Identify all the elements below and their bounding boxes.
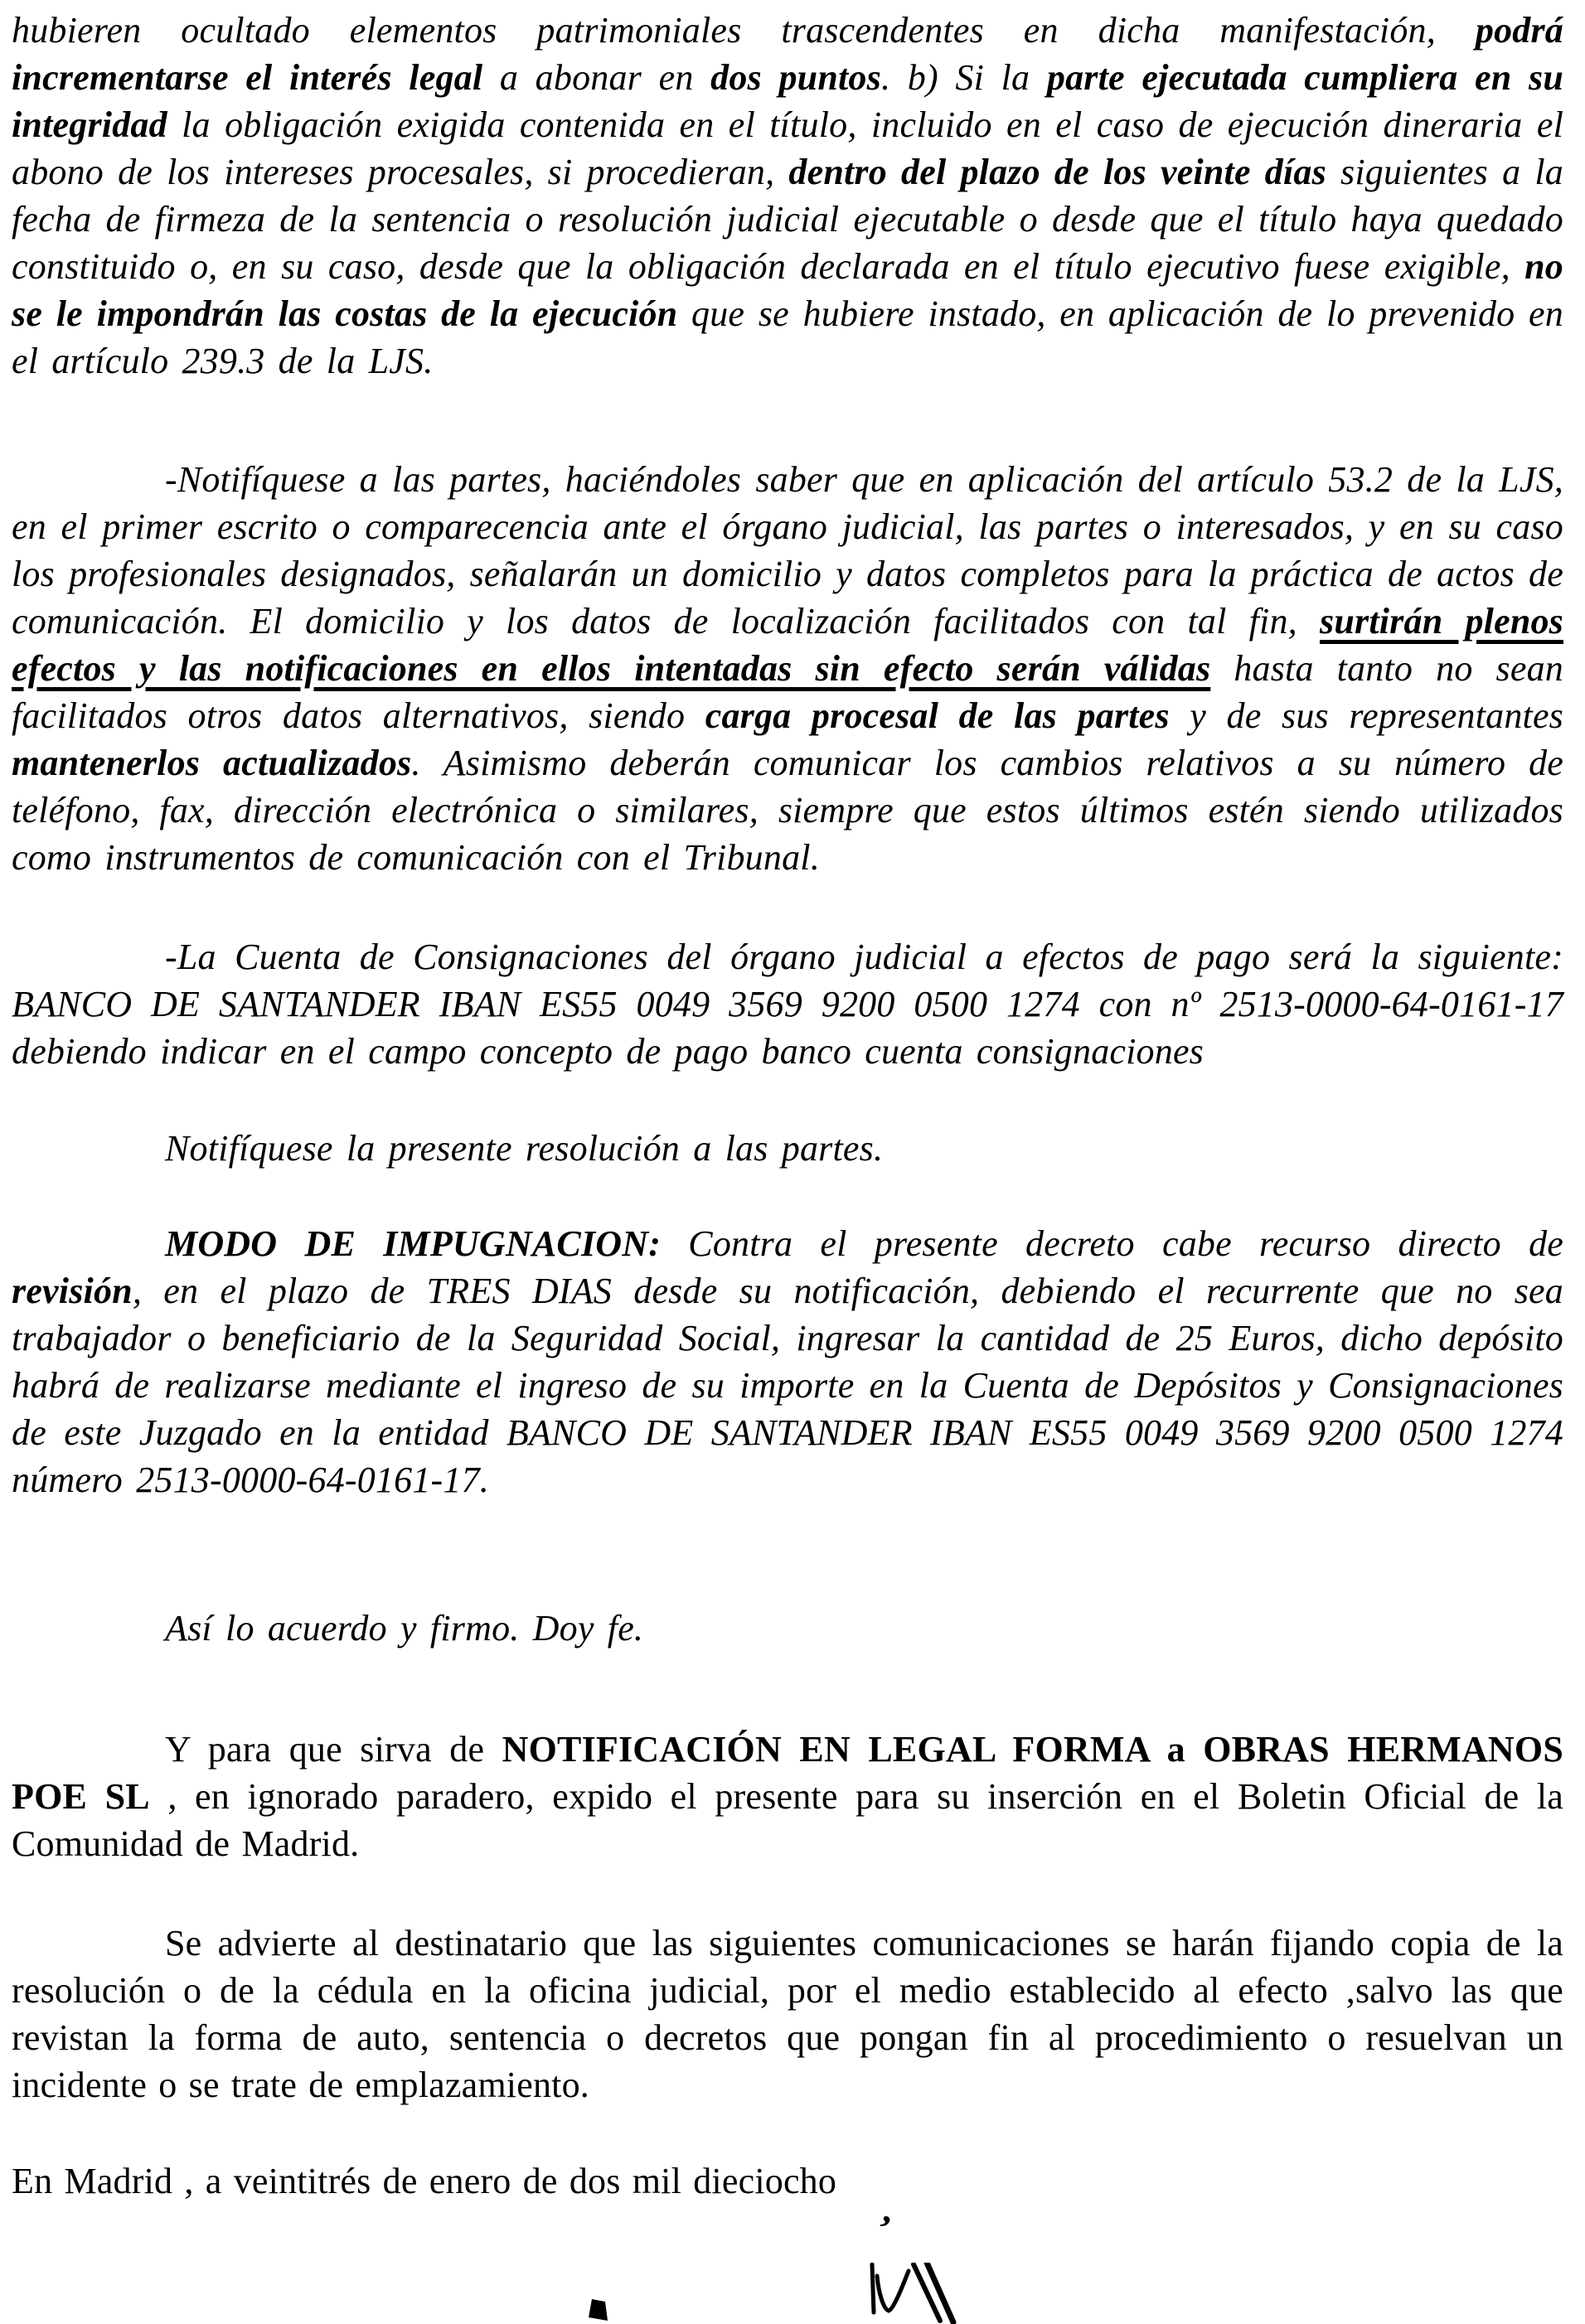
- text-run: . Asimismo deberán comunicar los cambios relativos a su número de teléfono, fax, dirección electrónica o similares, siempre que estos últimos estén siendo utilizados como instrumentos de comunicación con el Tribunal.: [12, 743, 1564, 878]
- paragraph-modo-impugnacion: [12, 1220, 1563, 1503]
- paragraph-cuenta-consignaciones: [12, 933, 1563, 1075]
- text-run: revisión: [12, 1271, 133, 1311]
- text-run: , en el plazo de TRES DIAS desde su notificación, debiendo el recurrente que no sea trabajador o beneficiario de la Seguridad Social, ingresar la cantidad de 25 Euros, dicho depósito habrá de realizarse mediante el ingreso de su importe en la Cuenta de Depósitos y Consignaciones de este Juzgado en la entidad BANCO DE SANTANDER IBAN ES55 0049 3569 9200 0500 1274 número 2513-0000-64-0161-17.: [12, 1271, 1563, 1500]
- text-run: -Notifíquese a las partes, haciéndoles saber que en aplicación del artículo 53.2 de la LJS, en el primer escrito o comparecencia ante el órgano judicial, las partes o interesados, y en su caso los profesionales designados, señalarán un domicilio y datos completos para la práctica de actos de comunicación. El domicilio y los datos de localización facilitados con tal fin,: [12, 459, 1563, 642]
- text-run-underlined: surtirán plenos efectos y las notificaciones en ellos intentadas sin efecto serán válidas: [12, 601, 1564, 689]
- text-run: Así lo acuerdo y firmo. Doy fe.: [165, 1608, 644, 1649]
- paragraph-notifiquese-domicilio: [12, 456, 1563, 881]
- text-run: . b) Si la: [880, 57, 1047, 98]
- paragraph-notifiquese-resolucion: [12, 1125, 1563, 1172]
- text-run: Y para que sirva de: [165, 1729, 502, 1770]
- text-run: Se advierte al destinatario que las siguientes comunicaciones se harán fijando copia de la resolución o de la cédula en la oficina judicial, por el medio establecido al efecto ,salvo las que revistan la forma de auto, sentencia o decretos que pongan fin al procedimiento o resuelvan un incidente o se trate de emplazamiento.: [12, 1923, 1563, 2105]
- paragraph-fecha-madrid: [12, 2157, 1563, 2205]
- text-run: NOTIFICACIÓN EN LEGAL FORMA a OBRAS HERMANOS POE SL: [12, 1729, 1563, 1817]
- text-run: y de sus representantes: [1169, 695, 1563, 736]
- handwritten-signature-strokes: [841, 2263, 1006, 2324]
- text-run: Notifíquese la presente resolución a las partes.: [165, 1128, 884, 1169]
- paragraph-interes-legal: [12, 7, 1563, 385]
- stray-ink-comma-mark: ’: [870, 2205, 896, 2251]
- text-run: siguientes a la fecha de firmeza de la sentencia o resolución judicial ejecutable o desde que el título haya quedado constituido o, en su caso, desde que la obligación declarada en el título ejecutivo fuese exigible,: [12, 152, 1563, 287]
- paragraph-asi-lo-acuerdo: [12, 1605, 1563, 1652]
- text-run: que se hubiere instado, en aplicación de lo prevenido en el artículo 239.3 de la LJS.: [12, 293, 1563, 381]
- text-run: dentro del plazo de los veinte días: [788, 152, 1326, 192]
- ink-blot-mark: [582, 2297, 620, 2324]
- paragraph-notificacion-legal-forma: [12, 1726, 1563, 1867]
- text-run: , en ignorado paradero, expido el presente para su inserción en el Boletin Oficial de la Comunidad de Madrid.: [12, 1776, 1564, 1864]
- text-run: MODO DE IMPUGNACION:: [165, 1223, 662, 1264]
- text-run: mantenerlos actualizados: [12, 743, 412, 783]
- text-run: -La Cuenta de Consignaciones del órgano judicial a efectos de pago será la siguiente: BANCO DE SANTANDER IBAN ES55 0049 3569 9200 0500 1274 con nº 2513-0000-64-0161-17 debiendo indicar en el campo concepto de pago banco cuenta consignaciones: [12, 937, 1563, 1072]
- text-run: hasta tanto no sean facilitados otros datos alternativos, siendo: [12, 648, 1563, 736]
- text-run: no se le impondrán las costas de la ejecución: [12, 246, 1563, 334]
- text-run: Contra el presente decreto cabe recurso directo de: [661, 1223, 1564, 1264]
- text-run: la obligación exigida contenida en el título, incluido en el caso de ejecución dineraria el abono de los intereses procesales, si procedieran,: [12, 104, 1563, 192]
- paragraph-advertencia-destinatario: [12, 1920, 1563, 2109]
- text-run: dos puntos: [710, 57, 881, 98]
- text-run: En Madrid , a veintitrés de enero de dos mil dieciocho: [12, 2161, 837, 2201]
- text-run: a abonar en: [482, 57, 711, 98]
- text-run: parte ejecutada cumpliera en su integridad: [12, 57, 1563, 145]
- text-run: hubieren ocultado elementos patrimoniales trascendentes en dicha manifestación,: [12, 10, 1476, 51]
- text-run: podrá incrementarse el interés legal: [12, 10, 1563, 98]
- text-run: carga procesal de las partes: [705, 695, 1170, 736]
